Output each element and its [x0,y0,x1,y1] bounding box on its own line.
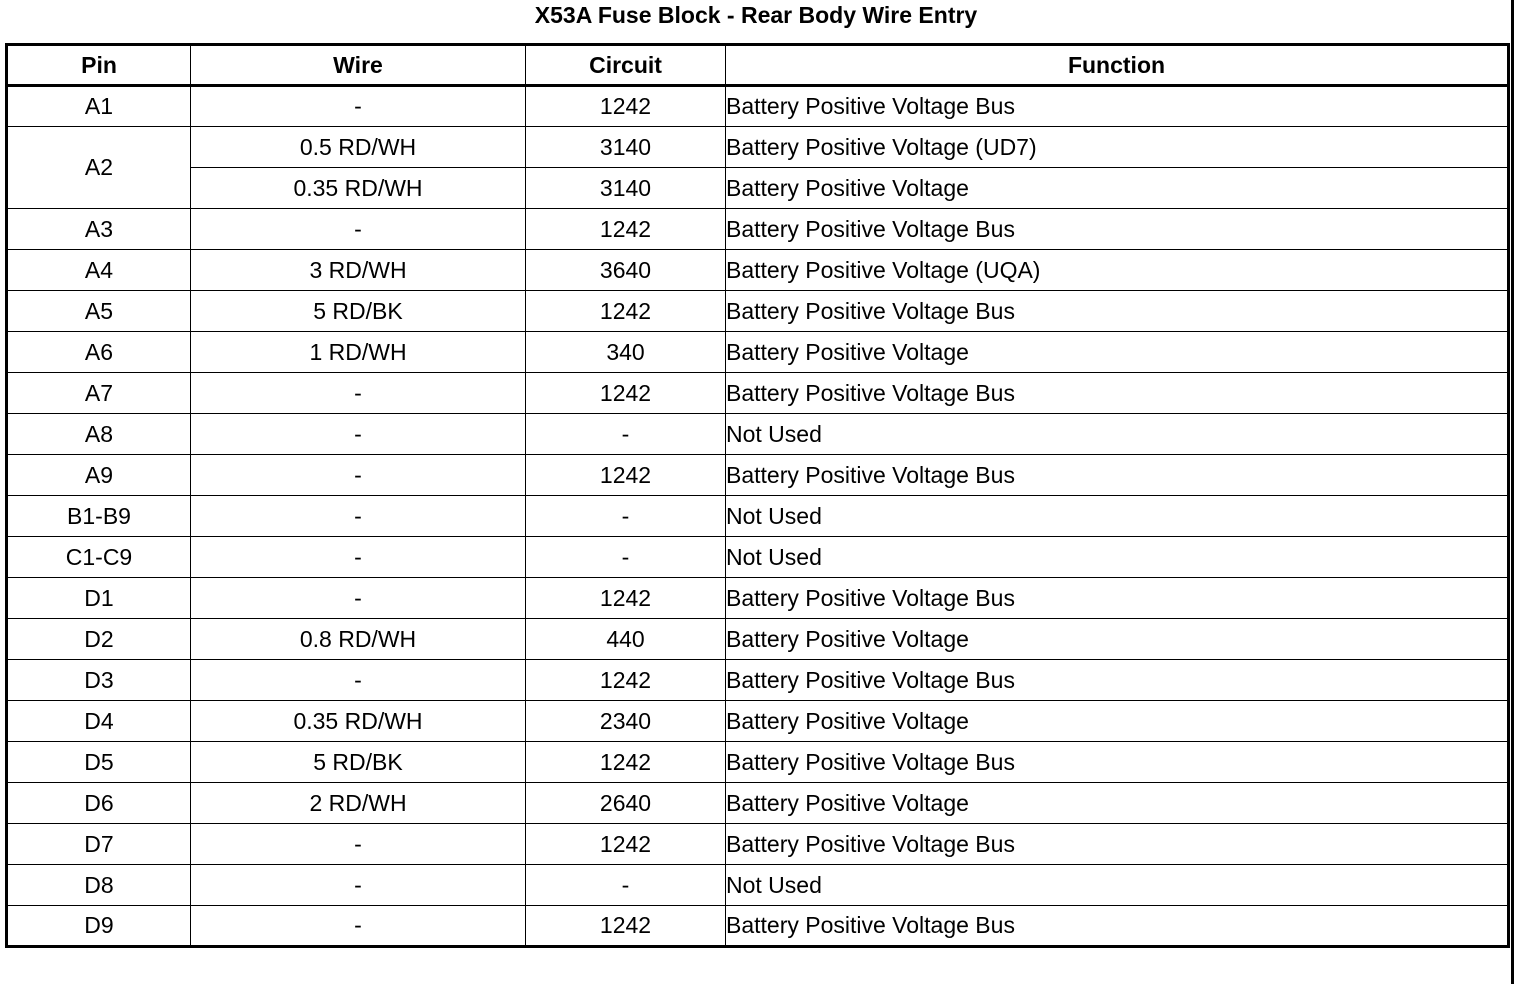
function-cell: Not Used [726,496,1509,537]
table-row [7,86,1509,127]
circuit-cell: 1242 [526,742,726,783]
table-row [7,701,1509,742]
wire-cell: 0.8 RD/WH [191,619,526,660]
function-cell: Battery Positive Voltage Bus [726,209,1509,250]
function-cell: Battery Positive Voltage Bus [726,373,1509,414]
circuit-cell: 3140 [526,168,726,209]
table-row [7,455,1509,496]
function-cell: Not Used [726,537,1509,578]
function-cell: Not Used [726,865,1509,906]
wire-cell: - [191,414,526,455]
wire-cell: - [191,496,526,537]
function-cell: Battery Positive Voltage [726,783,1509,824]
table-row [7,291,1509,332]
pin-cell: B1-B9 [7,496,191,537]
pin-cell: D3 [7,660,191,701]
circuit-cell: 1242 [526,660,726,701]
table-row [7,906,1509,947]
circuit-cell: 2640 [526,783,726,824]
pin-cell: C1-C9 [7,537,191,578]
wire-cell: - [191,906,526,947]
table-row [7,373,1509,414]
pin-cell: A3 [7,209,191,250]
circuit-cell: 1242 [526,578,726,619]
circuit-cell: 440 [526,619,726,660]
table-row [7,537,1509,578]
wire-cell: 0.35 RD/WH [191,701,526,742]
table-body [7,86,1509,947]
pin-cell: D7 [7,824,191,865]
function-cell: Battery Positive Voltage Bus [726,578,1509,619]
circuit-cell: - [526,496,726,537]
circuit-cell: 1242 [526,455,726,496]
wire-cell: - [191,865,526,906]
circuit-cell: 1242 [526,86,726,127]
table-row [7,660,1509,701]
column-header-function: Function [726,45,1509,86]
pin-cell: D6 [7,783,191,824]
circuit-cell: - [526,414,726,455]
page-edge-rule [1511,0,1514,984]
circuit-cell: 3640 [526,250,726,291]
circuit-cell: - [526,865,726,906]
function-cell: Battery Positive Voltage (UQA) [726,250,1509,291]
pin-cell: D2 [7,619,191,660]
wire-cell: 2 RD/WH [191,783,526,824]
page-title: X53A Fuse Block - Rear Body Wire Entry [534,2,978,28]
circuit-cell: - [526,537,726,578]
table-row [7,250,1509,291]
function-cell: Battery Positive Voltage Bus [726,660,1509,701]
pin-cell: A8 [7,414,191,455]
circuit-cell: 1242 [526,291,726,332]
wire-cell: - [191,455,526,496]
column-header-circuit: Circuit [526,45,726,86]
wire-cell: 1 RD/WH [191,332,526,373]
pin-cell: D9 [7,906,191,947]
wire-cell: 5 RD/BK [191,742,526,783]
pin-cell: A9 [7,455,191,496]
pin-cell: A7 [7,373,191,414]
pin-cell: D1 [7,578,191,619]
wire-cell: - [191,578,526,619]
circuit-cell: 1242 [526,209,726,250]
table-row [7,865,1509,906]
function-cell: Battery Positive Voltage [726,701,1509,742]
table-row [7,168,1509,209]
function-cell: Battery Positive Voltage [726,619,1509,660]
wire-cell: - [191,824,526,865]
function-cell: Battery Positive Voltage [726,168,1509,209]
circuit-cell: 1242 [526,906,726,947]
circuit-cell: 3140 [526,127,726,168]
table-header-row [7,45,1509,86]
table-row [7,209,1509,250]
table-row [7,414,1509,455]
pin-cell: A6 [7,332,191,373]
pin-cell: A5 [7,291,191,332]
function-cell: Battery Positive Voltage Bus [726,86,1509,127]
wire-cell: 5 RD/BK [191,291,526,332]
column-header-pin: Pin [7,45,191,86]
circuit-cell: 2340 [526,701,726,742]
wire-cell: - [191,86,526,127]
wire-cell: 3 RD/WH [191,250,526,291]
pin-cell: A1 [7,86,191,127]
table-row [7,824,1509,865]
circuit-cell: 1242 [526,824,726,865]
function-cell: Battery Positive Voltage Bus [726,291,1509,332]
table-row [7,496,1509,537]
connector-pinout-table [5,43,1510,948]
circuit-cell: 1242 [526,373,726,414]
wire-cell: - [191,209,526,250]
pin-cell: A4 [7,250,191,291]
function-cell: Battery Positive Voltage Bus [726,742,1509,783]
column-header-wire: Wire [191,45,526,86]
wire-cell: 0.5 RD/WH [191,127,526,168]
wire-cell: - [191,660,526,701]
wire-cell: 0.35 RD/WH [191,168,526,209]
wire-cell: - [191,373,526,414]
pin-cell: D8 [7,865,191,906]
function-cell: Battery Positive Voltage [726,332,1509,373]
table-row [7,332,1509,373]
pin-cell: D5 [7,742,191,783]
function-cell: Battery Positive Voltage Bus [726,906,1509,947]
function-cell: Battery Positive Voltage Bus [726,455,1509,496]
table-row [7,578,1509,619]
pin-cell: D4 [7,701,191,742]
wire-cell: - [191,537,526,578]
function-cell: Battery Positive Voltage Bus [726,824,1509,865]
pin-cell: A2 [7,127,191,209]
function-cell: Not Used [726,414,1509,455]
table-row [7,742,1509,783]
table-row [7,783,1509,824]
table-row [7,127,1509,168]
table-row [7,619,1509,660]
function-cell: Battery Positive Voltage (UD7) [726,127,1509,168]
circuit-cell: 340 [526,332,726,373]
